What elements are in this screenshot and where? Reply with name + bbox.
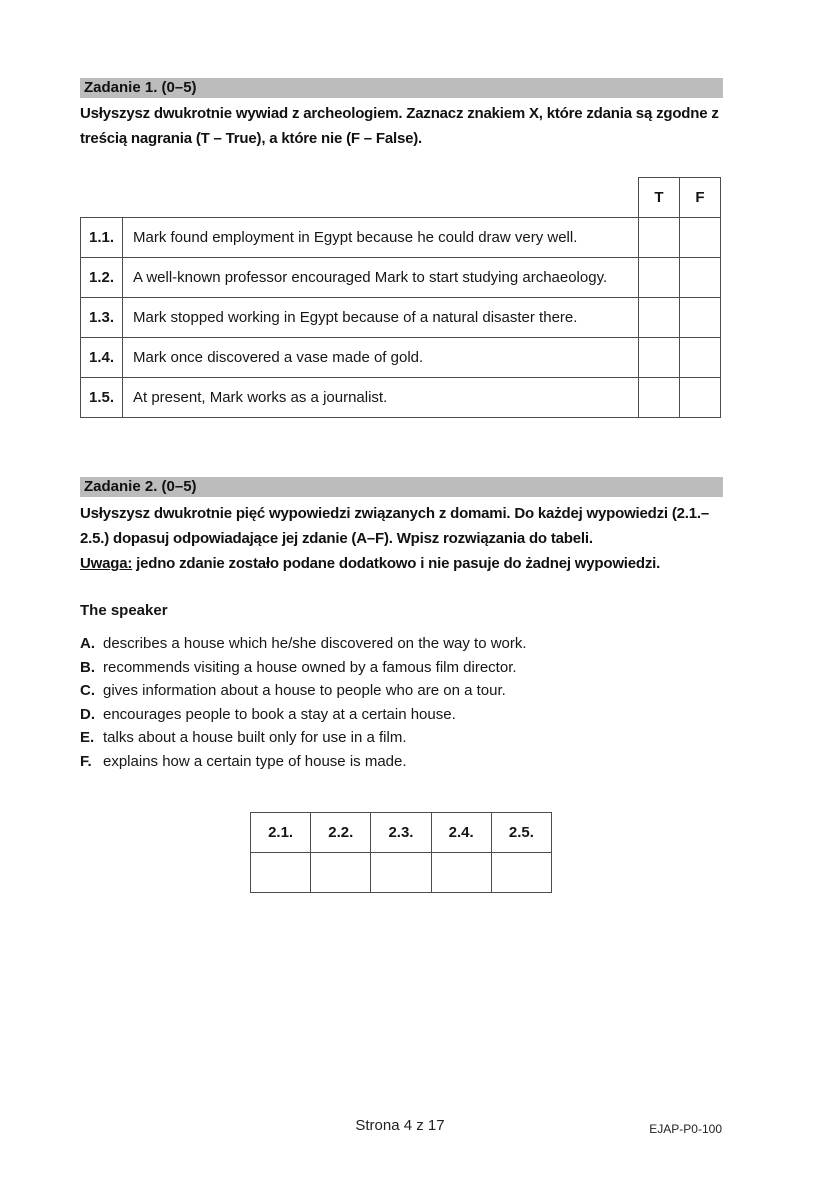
answer-input-cell-2-3[interactable] — [371, 853, 431, 893]
row-number: 1.4. — [81, 338, 123, 378]
answer-cell-false-1-4[interactable] — [680, 338, 721, 378]
option-row — [80, 703, 723, 727]
answer-cell-true-1-3[interactable] — [639, 298, 680, 338]
column-header-false: F — [680, 178, 721, 218]
option-text: recommends visiting a house owned by a famous film director. — [103, 658, 517, 676]
row-number: 1.3. — [81, 298, 123, 338]
answer-input-row — [251, 853, 552, 893]
speaker-list-title: The speaker — [80, 602, 168, 619]
document-code: EJAP-P0-100 — [649, 1122, 722, 1136]
column-header-true: T — [639, 178, 680, 218]
option-text: encourages people to book a stay at a certain house. — [103, 705, 456, 723]
table-row — [81, 258, 721, 298]
answer-header-cell: 2.1. — [251, 813, 311, 853]
option-row — [80, 679, 723, 703]
answer-cell-true-1-5[interactable] — [639, 378, 680, 418]
answer-cell-true-1-4[interactable] — [639, 338, 680, 378]
option-row — [80, 726, 723, 750]
task1-instructions: Usłyszysz dwukrotnie wywiad z archeologiem. Zaznacz znakiem X, które zdania są zgodne z treścią nagrania (T – True), a które nie (F – False). — [80, 105, 719, 147]
option-letter: E. — [80, 729, 95, 746]
options-list — [80, 632, 723, 773]
tf-header-row — [81, 178, 721, 218]
table-row — [81, 378, 721, 418]
option-text: explains how a certain type of house is made. — [103, 752, 407, 770]
statement-text: Mark once discovered a vase made of gold. — [123, 338, 639, 378]
answer-cell-false-1-3[interactable] — [680, 298, 721, 338]
page-number: Strona 4 z 17 — [355, 1117, 445, 1134]
task1-true-false-table — [80, 177, 721, 418]
option-text: gives information about a house to people who are on a tour. — [103, 682, 506, 699]
answer-header-cell: 2.2. — [311, 813, 371, 853]
option-letter: C. — [80, 682, 95, 699]
statement-text: At present, Mark works as a journalist. — [123, 378, 639, 418]
note-text: jedno zdanie zostało podane dodatkowo i nie pasuje do żadnej wypowiedzi. — [132, 555, 661, 572]
answer-header-cell: 2.5. — [491, 813, 551, 853]
option-row — [80, 632, 723, 656]
row-number: 1.5. — [81, 378, 123, 418]
option-text: talks about a house built only for use in a film. — [103, 729, 407, 746]
answer-header-row — [251, 813, 552, 853]
option-letter: F. — [80, 752, 92, 770]
option-letter: B. — [80, 658, 95, 676]
table-row — [81, 298, 721, 338]
task1-header-bar: Zadanie 1. (0–5) — [80, 78, 723, 98]
tf-header-spacer — [81, 178, 639, 218]
answer-cell-true-1-2[interactable] — [639, 258, 680, 298]
answer-cell-false-1-1[interactable] — [680, 218, 721, 258]
answer-header-cell: 2.3. — [371, 813, 431, 853]
note-label: Uwaga: — [80, 555, 133, 572]
option-letter: D. — [80, 705, 95, 723]
table-row — [81, 338, 721, 378]
answer-input-cell-2-2[interactable] — [311, 853, 371, 893]
answer-input-cell-2-5[interactable] — [491, 853, 551, 893]
option-letter: A. — [80, 635, 95, 652]
statement-text: Mark stopped working in Egypt because of a natural disaster there. — [123, 298, 639, 338]
option-row — [80, 750, 723, 774]
option-row — [80, 656, 723, 680]
table-row — [81, 218, 721, 258]
answer-input-cell-2-1[interactable] — [251, 853, 311, 893]
statement-text: Mark found employment in Egypt because he could draw very well. — [123, 218, 639, 258]
row-number: 1.1. — [81, 218, 123, 258]
row-number: 1.2. — [81, 258, 123, 298]
task2-answer-table — [250, 812, 552, 893]
option-text: describes a house which he/she discovered on the way to work. — [103, 635, 527, 652]
task2-instructions — [80, 501, 723, 576]
task2-instructions-text: Usłyszysz dwukrotnie pięć wypowiedzi związanych z domami. Do każdej wypowiedzi (2.1.–2.5.) dopasuj odpowiadające jej zdanie (A–F). Wpisz rozwiązania do tabeli. — [80, 505, 710, 547]
answer-cell-false-1-2[interactable] — [680, 258, 721, 298]
task2-header-bar: Zadanie 2. (0–5) — [80, 477, 723, 497]
answer-cell-false-1-5[interactable] — [680, 378, 721, 418]
task2-note — [80, 551, 723, 576]
statement-text: A well-known professor encouraged Mark to start studying archaeology. — [123, 258, 639, 298]
answer-cell-true-1-1[interactable] — [639, 218, 680, 258]
answer-input-cell-2-4[interactable] — [431, 853, 491, 893]
answer-header-cell: 2.4. — [431, 813, 491, 853]
